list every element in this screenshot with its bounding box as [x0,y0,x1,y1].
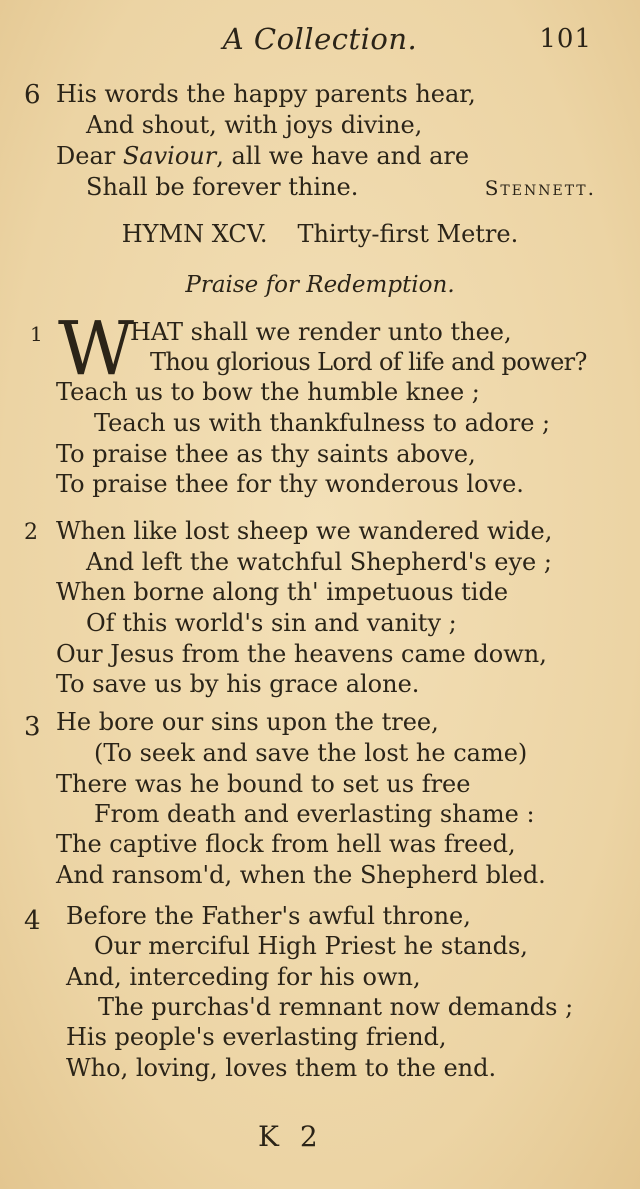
verse-line: His people's everlasting friend, [66,1023,447,1051]
verse-line: There was he bound to set us free [56,770,471,798]
verse-line: When borne along th' impetuous tide [56,578,509,606]
verse-line: The purchas'd remnant now demands ; [98,993,574,1021]
verse-line: Before the Father's awful throne, [66,902,471,930]
running-title: A Collection. [222,22,418,56]
verse-line: Our Jesus from the heavens came down, [56,640,547,668]
verse-text: Dear [56,142,123,170]
hymn-metre: Thirty-first Metre. [297,220,519,248]
verse-line: The captive flock from hell was freed, [56,830,516,858]
stanza-number: 6 [24,80,41,110]
verse-line: He bore our sins upon the tree, [56,708,439,736]
hymn-heading [0,220,640,248]
verse-line: Our merciful High Priest he stands, [94,932,528,960]
verse-line: From death and everlasting shame : [94,800,535,828]
verse-line: Thou glorious Lord of life and power? [150,348,587,376]
drop-capital: W [58,306,135,392]
verse-line: When like lost sheep we wandered wide, [56,517,553,545]
page-number: 101 [539,24,592,54]
verse-text: , all we have and are [216,142,470,170]
verse-line: To save us by his grace alone. [56,670,420,698]
stanza-number: 1 [30,322,43,346]
verse-line: His words the happy parents hear, [56,80,476,108]
signature-mark: K 2 [258,1120,324,1153]
verse-line: Teach us with thankfulness to adore ; [94,409,551,437]
verse-italic: Saviour [122,142,217,170]
author-attribution: Stennett. [484,176,596,200]
verse-line: To praise thee for thy wonderous love. [56,470,524,498]
verse-line: Teach us to bow the humble knee ; [56,378,480,406]
verse-line: Who, loving, loves them to the end. [66,1054,497,1082]
hymn-subtitle: Praise for Redemption. [185,272,455,298]
verse-line: To praise thee as thy saints above, [56,440,476,468]
stanza-number: 3 [24,712,41,742]
verse-line: And left the watchful Shepherd's eye ; [86,548,552,576]
verse-line: Of this world's sin and vanity ; [86,609,457,637]
verse-line [56,142,469,170]
verse-line: And, interceding for his own, [66,963,421,991]
verse-line: (To seek and save the lost he came) [94,739,528,767]
hymn-number: HYMN XCV. [121,220,268,248]
verse-line: And ransom'd, when the Shepherd bled. [56,861,546,889]
verse-line: And shout, with joys divine, [86,111,423,139]
stanza-number: 4 [24,906,41,936]
stanza-number: 2 [24,520,38,545]
verse-line: HAT shall we render unto thee, [130,318,512,346]
verse-line: Shall be forever thine. [86,173,359,201]
